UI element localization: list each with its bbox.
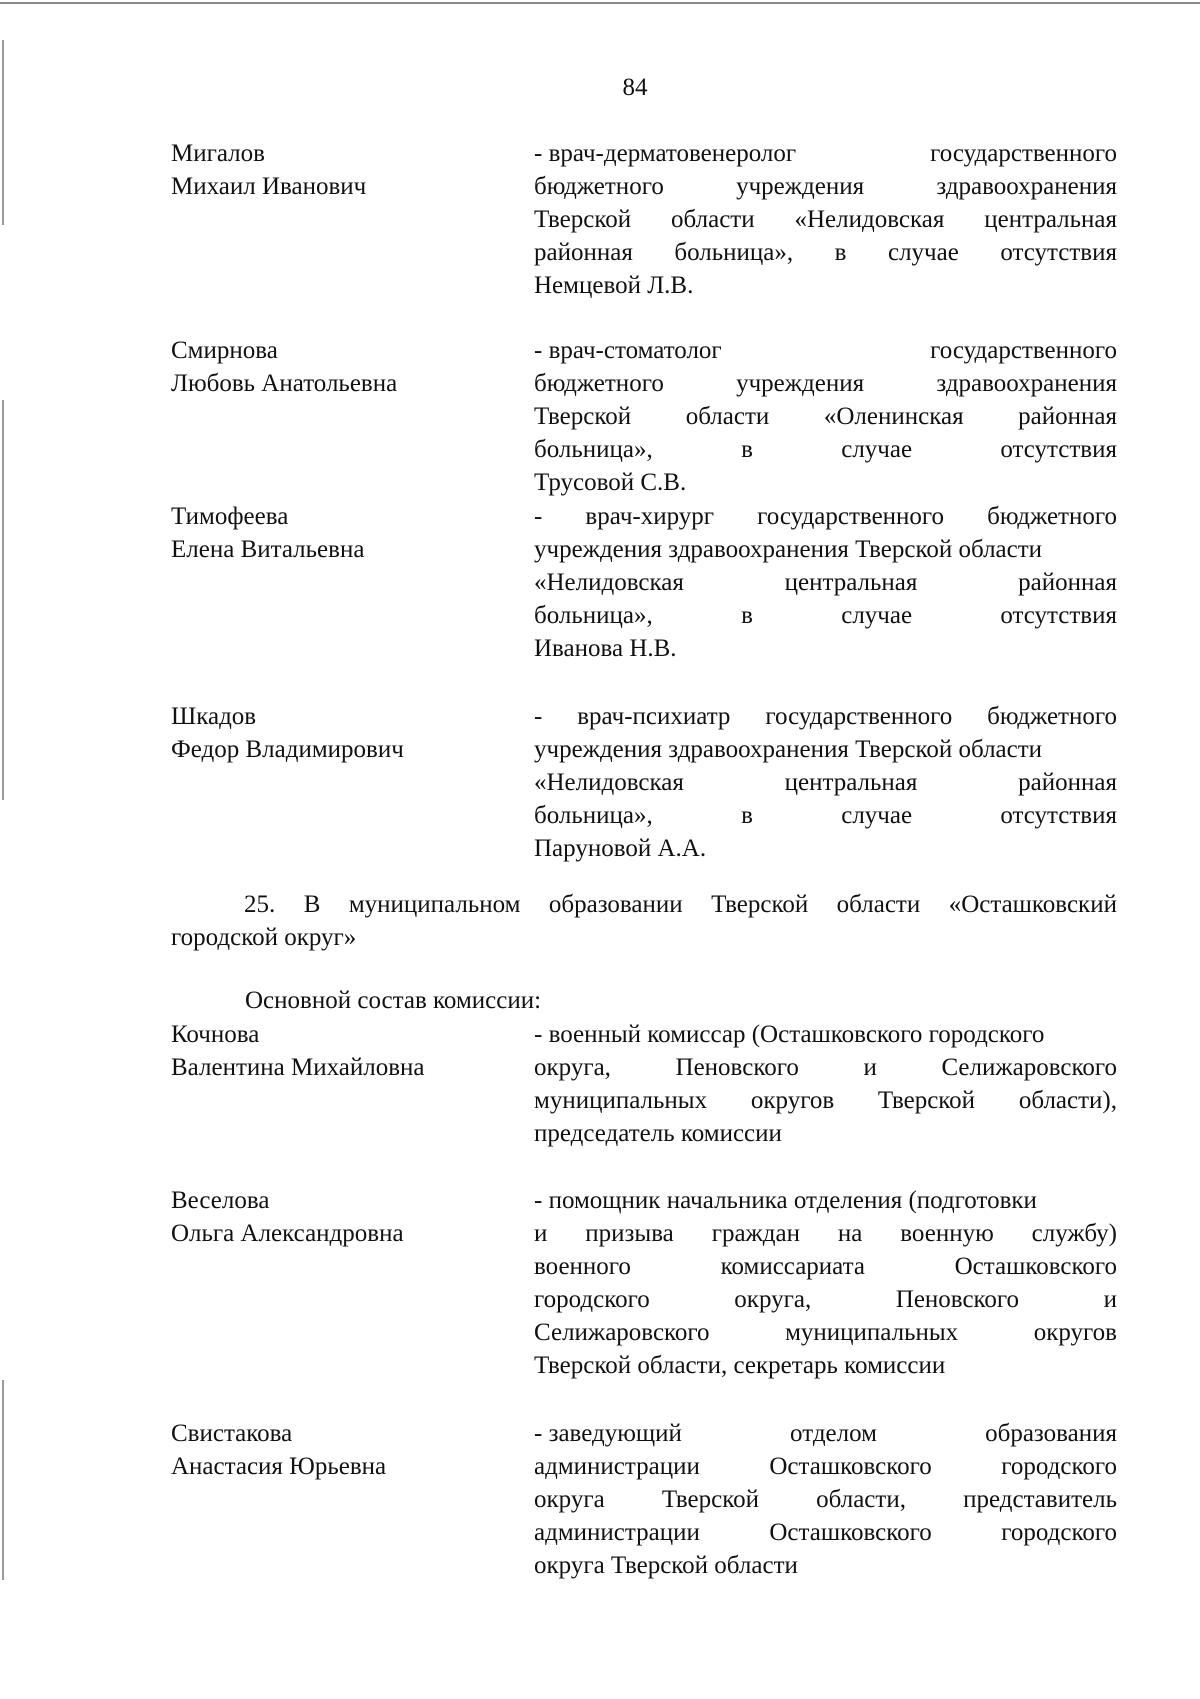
role-word: районная [534, 239, 633, 266]
role-word: случае [841, 602, 913, 629]
role-line [534, 367, 1117, 400]
member-surname: Веселова [171, 1187, 270, 1214]
role-word: «Нелидовская [794, 206, 945, 233]
member-role [534, 1417, 1117, 1582]
role-line [534, 799, 1117, 832]
role-line [534, 1417, 1117, 1450]
role-word: Тверской [534, 206, 632, 233]
heading-word: Тверской [711, 891, 809, 918]
role-word: центральная [984, 206, 1117, 233]
role-line [534, 700, 1117, 733]
role-line [534, 433, 1117, 466]
member-name [171, 137, 511, 203]
heading-word: 25. [244, 891, 276, 918]
member-role [534, 700, 1117, 865]
role-line [534, 599, 1117, 632]
member-given-names: Любовь Анатольевна [171, 370, 398, 397]
role-word: отсутствия [1000, 436, 1117, 463]
role-word: службу) [1031, 1220, 1117, 1247]
section-heading-line-2: городской округ» [171, 924, 357, 951]
member-name [171, 334, 511, 400]
role-line [534, 1051, 1117, 1084]
role-line [534, 137, 1117, 170]
role-word: - врач-дерматовенеролог [534, 140, 797, 167]
role-word: и [534, 1220, 548, 1247]
role-word: - заведующий [534, 1420, 682, 1447]
role-line [534, 1084, 1117, 1117]
role-line [534, 566, 1117, 599]
role-word: бюджетного [534, 370, 664, 397]
role-word: на [837, 1220, 863, 1247]
member-surname: Кочнова [171, 1021, 260, 1048]
role-word: администрации [534, 1519, 700, 1546]
role-word: области [671, 206, 755, 233]
role-word: бюджетного [987, 503, 1117, 530]
role-word: районная [1018, 569, 1117, 596]
role-word: Осташковского [769, 1519, 932, 1546]
heading-word: области [836, 891, 921, 918]
member-surname: Тимофеева [171, 503, 289, 530]
role-word: государственного [930, 140, 1117, 167]
member-given-names: Михаил Иванович [171, 173, 367, 200]
role-word: в [834, 239, 847, 266]
role-word: округа, [734, 1286, 812, 1313]
member-given-names: Федор Владимирович [171, 736, 404, 763]
role-word: государственного [765, 703, 953, 730]
role-word: государственного [757, 503, 945, 530]
role-word: администрации [534, 1453, 700, 1480]
role-word: Осташковского [954, 1253, 1117, 1280]
role-word: Тверской [534, 403, 632, 430]
role-line: - военный комиссар (Осташковского городского [534, 1021, 1045, 1048]
role-word: и [1103, 1286, 1117, 1313]
role-word: округов [1033, 1319, 1117, 1346]
role-word: в [741, 802, 753, 829]
page-number: 84 [622, 74, 648, 101]
member-role [534, 500, 1117, 665]
role-word: представитель [963, 1486, 1117, 1513]
role-word: районная [1018, 403, 1117, 430]
role-word: бюджетного [987, 703, 1117, 730]
role-word: случае [887, 239, 959, 266]
role-word: больница», [534, 436, 653, 463]
role-word: отсутствия [1000, 239, 1117, 266]
member-role [534, 1018, 1117, 1150]
role-word: «Нелидовская [534, 569, 684, 596]
role-word: Осташковского [769, 1453, 932, 1480]
role-word: в [741, 436, 753, 463]
role-word: врач-хирург [585, 503, 715, 530]
role-line [534, 400, 1117, 433]
scan-edge-mark [2, 1380, 4, 1580]
heading-word: В [303, 891, 321, 918]
member-surname: Мигалов [171, 140, 265, 167]
role-line: Иванова Н.В. [534, 635, 677, 662]
role-word: Пеновского [675, 1054, 799, 1081]
role-word: округов [750, 1087, 835, 1114]
role-line [534, 500, 1117, 533]
role-line [534, 203, 1117, 236]
member-role [534, 334, 1117, 499]
role-word: граждан [711, 1220, 801, 1247]
role-word: «Оленинская [823, 403, 964, 430]
role-word: городского [1001, 1519, 1117, 1546]
member-given-names: Ольга Александровна [171, 1220, 404, 1247]
role-word: Пеновского [895, 1286, 1020, 1313]
role-word: больница», [674, 239, 794, 266]
member-given-names: Елена Витальевна [171, 536, 365, 563]
role-word: случае [841, 802, 913, 829]
role-line [534, 766, 1117, 799]
role-line: округа Тверской области [534, 1552, 798, 1579]
role-line [534, 334, 1117, 367]
member-role [534, 137, 1117, 302]
role-word: отсутствия [1000, 802, 1117, 829]
role-word: военную [900, 1220, 994, 1247]
subsection-title: Основной состав комиссии: [245, 987, 542, 1014]
role-word: «Нелидовская [534, 769, 684, 796]
role-line: Паруновой А.А. [534, 835, 707, 862]
role-word: комиссариата [720, 1253, 865, 1280]
role-word: отсутствия [1000, 602, 1117, 629]
section-heading-line-1 [171, 888, 1117, 921]
role-line [534, 1250, 1117, 1283]
role-word: районная [1018, 769, 1117, 796]
role-word: государственного [930, 337, 1117, 364]
role-word: больница», [534, 802, 653, 829]
role-word: больница», [534, 602, 653, 629]
role-word: врач-психиатр [577, 703, 731, 730]
member-given-names: Анастасия Юрьевна [171, 1453, 387, 1480]
role-word: - [534, 703, 543, 730]
role-word: отделом [790, 1420, 877, 1447]
member-name [171, 500, 511, 566]
scan-edge-mark [2, 40, 4, 225]
role-line [534, 1483, 1117, 1516]
role-word: учреждения [736, 370, 865, 397]
role-line: Немцевой Л.В. [534, 272, 694, 299]
role-line [534, 1217, 1117, 1250]
role-line: учреждения здравоохранения Тверской области [534, 736, 1043, 763]
role-word: области, [816, 1486, 906, 1513]
member-given-names: Валентина Михайловна [171, 1054, 425, 1081]
role-word: учреждения [736, 173, 865, 200]
role-word: городского [1001, 1453, 1117, 1480]
role-line [534, 1283, 1117, 1316]
member-name [171, 1018, 511, 1084]
member-surname: Смирнова [171, 337, 278, 364]
role-line: Трусовой С.В. [534, 469, 687, 496]
role-word: Селижаровского [941, 1054, 1117, 1081]
scan-edge-mark [2, 400, 4, 800]
member-surname: Шкадов [171, 703, 257, 730]
role-word: городского [534, 1286, 650, 1313]
member-name [171, 1417, 511, 1483]
role-line: Тверской области, секретарь комиссии [534, 1352, 946, 1379]
role-word: случае [841, 436, 913, 463]
scan-border-line [0, 2, 1200, 4]
role-word: области [685, 403, 770, 430]
heading-word: «Осташковский [948, 891, 1117, 918]
role-word: округа, [534, 1054, 611, 1081]
member-name [171, 700, 511, 766]
role-word: бюджетного [534, 173, 664, 200]
role-word: призыва [585, 1220, 674, 1247]
role-line [534, 236, 1117, 269]
role-word: в [741, 602, 753, 629]
role-word: здравоохранения [936, 370, 1117, 397]
member-name [171, 1184, 511, 1250]
heading-word: муниципальном [348, 891, 521, 918]
role-word: здравоохранения [936, 173, 1117, 200]
role-line: председатель комиссии [534, 1120, 782, 1147]
role-line [534, 1516, 1117, 1549]
role-line [534, 1450, 1117, 1483]
role-word: образования [985, 1420, 1117, 1447]
member-role [534, 1184, 1117, 1382]
role-word: муниципальных [785, 1319, 959, 1346]
role-line [534, 170, 1117, 203]
role-line: - помощник начальника отделения (подготовки [534, 1187, 1037, 1214]
role-word: области), [1018, 1087, 1117, 1114]
role-word: округа [534, 1486, 605, 1513]
heading-word: образовании [548, 891, 683, 918]
role-word: Селижаровского [534, 1319, 710, 1346]
role-word: и [863, 1054, 877, 1081]
role-word: Тверской [661, 1486, 759, 1513]
member-surname: Свистакова [171, 1420, 293, 1447]
role-word: центральная [784, 769, 918, 796]
section-heading [171, 888, 1117, 954]
role-word: муниципальных [534, 1087, 708, 1114]
role-word: военного [534, 1253, 631, 1280]
role-line [534, 1316, 1117, 1349]
role-line: учреждения здравоохранения Тверской области [534, 536, 1043, 563]
role-word: - врач-стоматолог [534, 337, 722, 364]
role-word: центральная [784, 569, 918, 596]
role-word: - [534, 503, 543, 530]
role-word: Тверской [877, 1087, 976, 1114]
